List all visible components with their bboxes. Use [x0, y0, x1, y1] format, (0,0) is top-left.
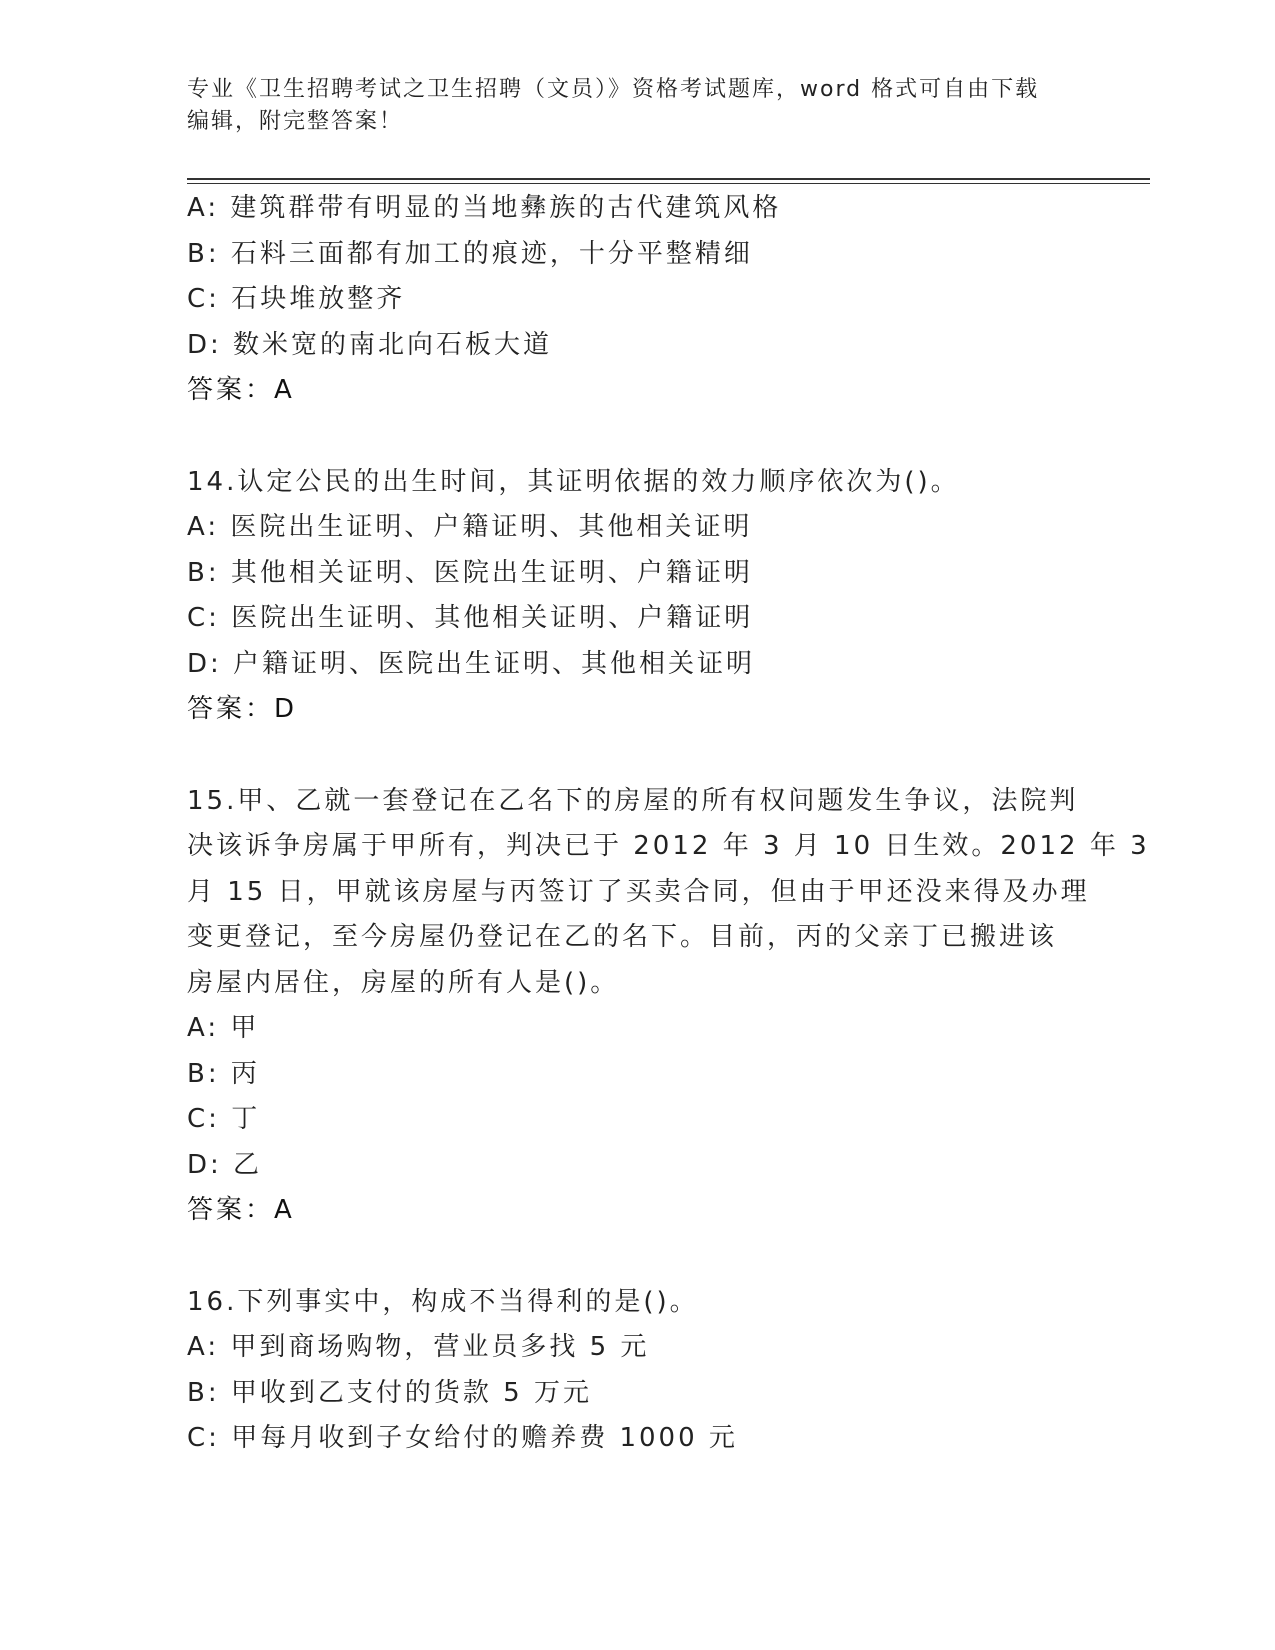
- answer-line: [187, 1188, 1087, 1234]
- option-d: [187, 323, 1087, 369]
- document-header: [187, 74, 1087, 138]
- question-text-continued: 房屋内居住，房屋的所有人是()。: [187, 967, 620, 998]
- question-stem: [187, 779, 1087, 825]
- option-label: D:: [187, 648, 222, 679]
- spacer: [187, 414, 1087, 460]
- question-stem: [187, 460, 1087, 506]
- option-a: [187, 505, 1087, 551]
- option-text: 丁: [231, 1104, 261, 1134]
- question-stem: [187, 1280, 1087, 1326]
- option-b: [187, 1052, 1087, 1098]
- option-text: 石块堆放整齐: [231, 284, 406, 314]
- question-16: [187, 1280, 1087, 1462]
- question-text-continued: 决该诉争房属于甲所有，判决已于 2012 年 3 月 10 日生效。2012 年 3: [187, 831, 1150, 861]
- answer-value: A: [274, 1195, 295, 1225]
- option-text: 甲: [230, 1013, 260, 1043]
- option-text: 乙: [233, 1149, 263, 1180]
- answer-value: D: [274, 694, 298, 724]
- answer-label: 答案：: [187, 375, 275, 405]
- question-14: [187, 460, 1087, 733]
- spacer: [187, 733, 1087, 779]
- question-text: 下列事实中，构成不当得利的是()。: [237, 1286, 699, 1317]
- answer-label: 答案：: [187, 694, 275, 724]
- option-label: B:: [187, 238, 220, 269]
- option-a: [187, 1006, 1087, 1052]
- option-text: 数米宽的南北向石板大道: [233, 329, 553, 360]
- question-number: 14.: [187, 466, 238, 497]
- option-text: 丙: [230, 1058, 260, 1089]
- option-text: 医院出生证明、其他相关证明、户籍证明: [231, 603, 754, 633]
- option-text: 其他相关证明、医院出生证明、户籍证明: [230, 557, 753, 588]
- spacer: [187, 1234, 1087, 1280]
- question-13: [187, 186, 1087, 414]
- option-label: D:: [187, 1149, 222, 1180]
- option-b: [187, 1371, 1087, 1417]
- question-number: 16.: [187, 1286, 238, 1317]
- question-text-continued: 月 15 日，甲就该房屋与丙签订了买卖合同，但由于甲还没来得及办理: [187, 876, 1090, 907]
- option-c: [187, 1097, 1087, 1143]
- option-label: C:: [187, 603, 220, 633]
- answer-label: 答案：: [187, 1195, 275, 1225]
- option-c: [187, 596, 1087, 642]
- answer-line: [187, 368, 1087, 414]
- question-15: [187, 779, 1150, 1234]
- question-list: [187, 186, 1150, 1462]
- option-text: 户籍证明、医院出生证明、其他相关证明: [233, 648, 756, 679]
- option-text: 石料三面都有加工的痕迹，十分平整精细: [230, 238, 753, 269]
- option-a: [187, 1325, 1087, 1371]
- option-text: 医院出生证明、户籍证明、其他相关证明: [230, 512, 753, 542]
- option-label: A:: [187, 193, 220, 223]
- question-text-continued: 变更登记，至今房屋仍登记在乙的名下。目前，丙的父亲丁已搬进该: [187, 922, 1058, 952]
- header-divider-thin: [187, 183, 1150, 184]
- header-line-1: 专业《卫生招聘考试之卫生招聘（文员）》资格考试题库，word 格式可自由下载: [187, 77, 1040, 102]
- option-label: C:: [187, 1104, 220, 1134]
- header-line-2: 编辑，附完整答案！: [187, 109, 404, 134]
- question-number: 15.: [187, 785, 238, 816]
- option-text: 建筑群带有明显的当地彝族的古代建筑风格: [230, 193, 782, 223]
- answer-value: A: [274, 375, 295, 405]
- option-label: C:: [187, 284, 220, 314]
- option-d: [187, 1143, 1087, 1189]
- option-label: B:: [187, 1377, 220, 1408]
- option-text: 甲到商场购物，营业员多找 5 元: [230, 1332, 650, 1362]
- option-label: A:: [187, 1332, 220, 1362]
- option-label: B:: [187, 1058, 220, 1089]
- header-divider-thick: [187, 178, 1150, 180]
- option-b: [187, 232, 1087, 278]
- option-label: B:: [187, 557, 220, 588]
- option-c: [187, 277, 1087, 323]
- option-label: D:: [187, 329, 222, 360]
- option-c: [187, 1416, 1087, 1462]
- question-text: 认定公民的出生时间，其证明依据的效力顺序依次为()。: [237, 466, 960, 497]
- option-d: [187, 642, 1087, 688]
- option-text: 甲收到乙支付的货款 5 万元: [230, 1377, 592, 1408]
- question-text: 甲、乙就一套登记在乙名下的房屋的所有权问题发生争议，法院判: [237, 785, 1079, 816]
- option-label: A:: [187, 512, 220, 542]
- option-a: [187, 186, 1087, 232]
- option-label: A:: [187, 1013, 220, 1043]
- option-b: [187, 551, 1087, 597]
- option-text: 甲每月收到子女给付的赡养费 1000 元: [231, 1423, 738, 1453]
- option-label: C:: [187, 1423, 220, 1453]
- answer-line: [187, 687, 1087, 733]
